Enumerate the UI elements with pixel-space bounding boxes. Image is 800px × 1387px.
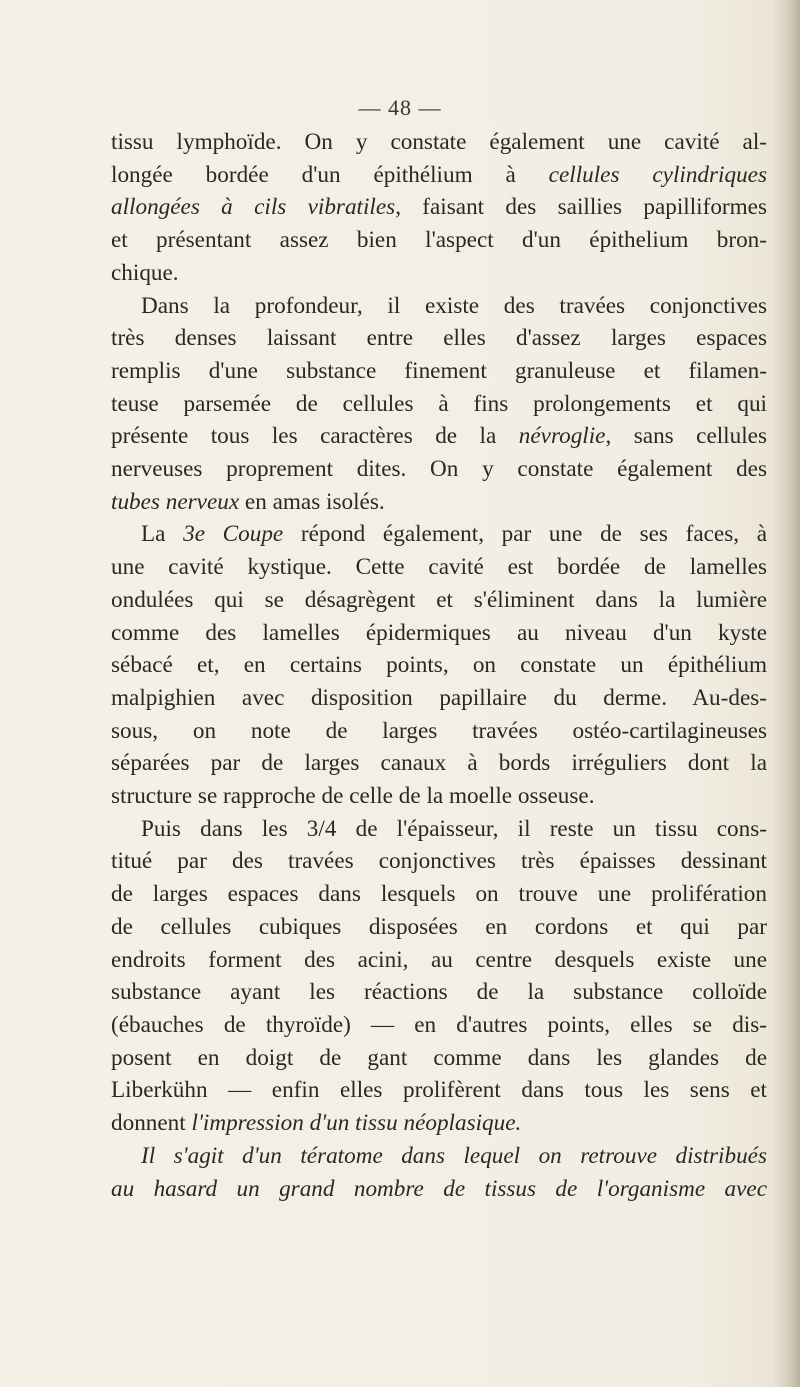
text-run: teuse parsemée de cellules à fins prolongements et qui	[111, 390, 767, 417]
text-line	[111, 649, 767, 682]
text-run: longée bordée d'un épithélium à	[111, 161, 549, 188]
italic-run: au hasard un grand nombre de tissus de l'organisme avec	[111, 1175, 767, 1202]
body-text	[111, 126, 767, 1205]
text-line	[111, 191, 767, 224]
text-line	[111, 290, 767, 323]
text-run: tissu lymphoïde. On y constate également une cavité al-	[111, 129, 767, 155]
text-line	[111, 944, 767, 977]
text-run: et présentant assez bien l'aspect d'un épithelium bron-	[111, 227, 767, 254]
italic-run: cellules cylindriques	[548, 161, 767, 188]
text-run: malpighien avec disposition papillaire du derme. Au-des-	[111, 684, 767, 711]
text-run: de larges espaces dans lesquels on trouve une prolifération	[111, 881, 767, 908]
italic-run: l'impression d'un tissu néoplasique.	[191, 1110, 522, 1137]
text-line	[111, 715, 767, 748]
text-run: (ébauches de thyroïde) — en d'autres points, elles se dis-	[111, 1011, 767, 1038]
text-run: structure se rapproche de celle de la moelle osseuse.	[111, 783, 595, 810]
text-line	[111, 617, 767, 650]
text-run: chique.	[111, 259, 179, 286]
text-line	[111, 551, 767, 584]
text-line	[111, 911, 767, 944]
text-run: répond également, par une de ses faces, à	[283, 521, 767, 548]
text-line	[111, 1107, 767, 1140]
text-line	[111, 780, 767, 813]
text-line	[111, 845, 767, 878]
text-line	[111, 453, 767, 486]
text-run: comme des lamelles épidermiques au niveau d'un kyste	[111, 619, 767, 646]
text-line	[111, 420, 767, 453]
italic-run: allongées à cils vibratiles	[111, 194, 396, 221]
text-run: sous, on note de larges travées ostéo-cartilagineuses	[111, 717, 767, 744]
text-line	[111, 224, 767, 257]
text-line	[111, 355, 767, 388]
italic-run: Il s'agit d'un tératome dans lequel on retrouve distribués	[141, 1142, 767, 1169]
text-line	[111, 1042, 767, 1075]
text-line	[111, 1009, 767, 1042]
text-line	[111, 322, 767, 355]
text-run: ondulées qui se désagrègent et s'éliminent dans la lumière	[111, 586, 767, 613]
text-run: présente tous les caractères de la	[111, 423, 519, 450]
text-line	[111, 584, 767, 617]
text-run: très denses laissant entre elles d'assez larges espaces	[111, 325, 767, 352]
text-line	[111, 878, 767, 911]
page-number: — 48 —	[358, 95, 442, 120]
text-run: La	[141, 521, 184, 548]
text-line	[111, 976, 767, 1009]
text-run: sébacé et, en certains points, on constate un épithélium	[111, 652, 767, 679]
text-run: endroits forment des acini, au centre desquels existe une	[111, 946, 767, 973]
text-run: substance ayant les réactions de la substance colloïde	[111, 979, 767, 1006]
italic-run: 3e Coupe	[183, 521, 284, 548]
italic-run: tubes nerveux	[111, 488, 240, 515]
page-edge-shadow	[772, 0, 800, 1387]
text-line	[111, 257, 767, 290]
text-run: séparées par de larges canaux à bords irréguliers dont la	[111, 750, 767, 777]
text-run: posent en doigt de gant comme dans les glandes de	[111, 1044, 767, 1071]
text-line	[111, 159, 767, 192]
text-line	[111, 388, 767, 421]
text-line	[111, 813, 767, 846]
text-run: donnent	[111, 1110, 192, 1137]
text-run: , sans cellules	[605, 423, 767, 450]
text-run: de cellules cubiques disposées en cordons et qui par	[111, 913, 767, 940]
text-run: nerveuses proprement dites. On y constate également des	[111, 456, 767, 483]
text-line	[111, 1074, 767, 1107]
text-line	[111, 1173, 767, 1206]
text-line	[111, 518, 767, 551]
text-run: Liberkühn — enfin elles prolifèrent dans tous les sens et	[111, 1077, 767, 1104]
text-run: en amas isolés.	[239, 488, 385, 515]
text-line	[111, 1140, 767, 1173]
text-line	[111, 747, 767, 780]
text-line	[111, 486, 767, 519]
text-run: Puis dans les 3/4 de l'épaisseur, il reste un tissu cons-	[141, 815, 767, 842]
text-run: Dans la profondeur, il existe des travées conjonctives	[141, 292, 767, 319]
text-run: , faisant des saillies papilliformes	[395, 194, 767, 221]
text-run: remplis d'une substance finement granuleuse et filamen-	[111, 357, 767, 384]
text-line	[111, 126, 767, 159]
italic-run: névroglie	[518, 423, 606, 450]
text-run: une cavité kystique. Cette cavité est bordée de lamelles	[111, 554, 767, 581]
text-line	[111, 682, 767, 715]
text-run: titué par des travées conjonctives très épaisses dessinant	[111, 848, 767, 875]
